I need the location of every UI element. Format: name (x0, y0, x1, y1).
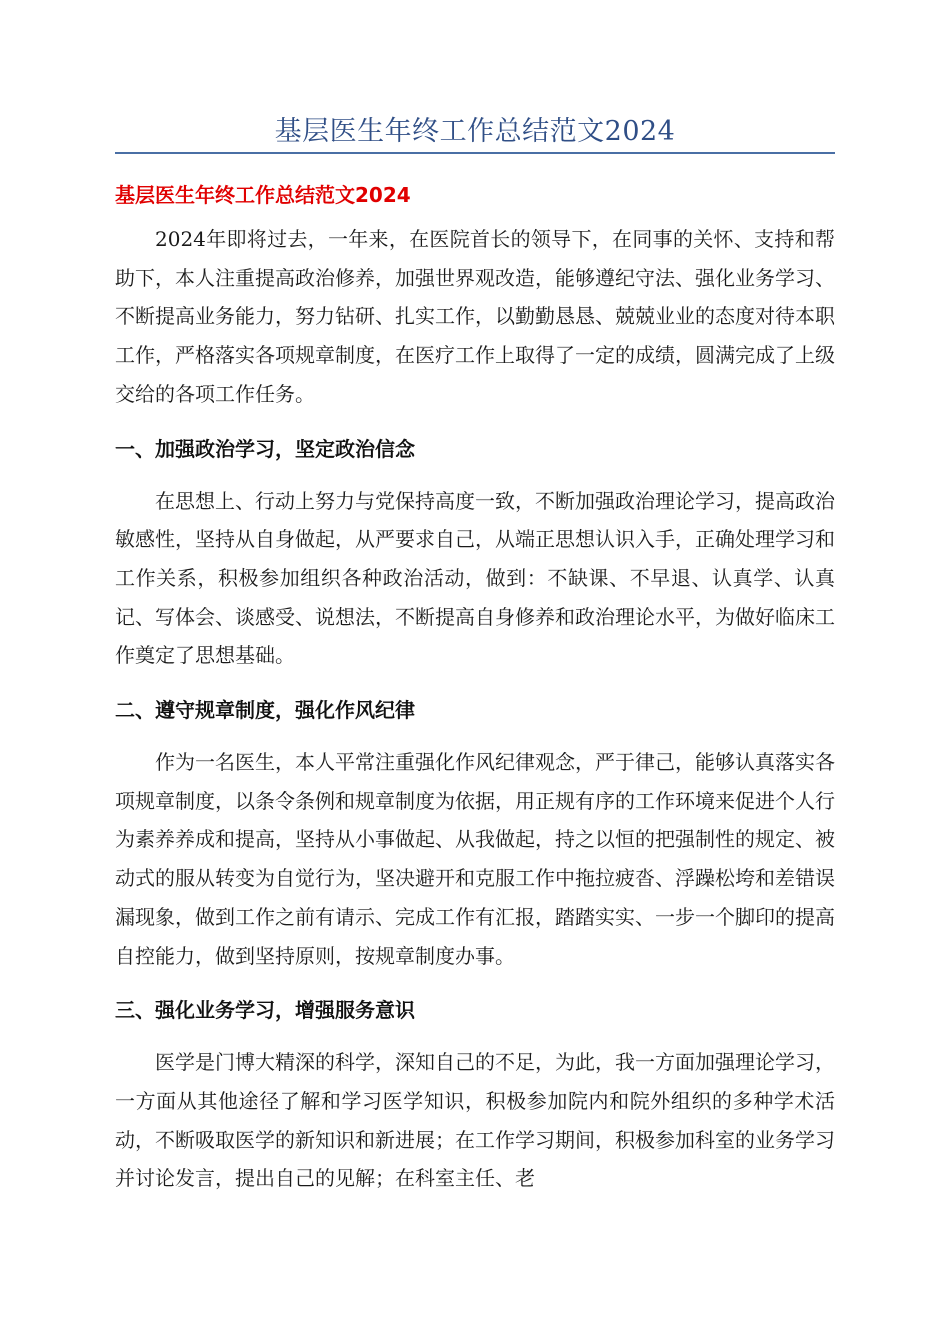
section-body-3: 医学是门博大精深的科学，深知自己的不足，为此，我一方面加强理论学习，一方面从其他途径了解和学习医学知识，积极参加院内和院外组织的多种学术活动，不断吸取医学的新知识和新进展；在工作学习期间，积极参加科室的业务学习并讨论发言，提出自己的见解；在科室主任、老 (115, 1050, 835, 1191)
title-underline (115, 152, 835, 154)
section-body-1: 在思想上、行动上努力与党保持高度一致，不断加强政治理论学习，提高政治敏感性，坚持从自身做起，从严要求自己，从端正思想认识入手，正确处理学习和工作关系，积极参加组织各种政治活动，做到：不缺课、不早退、认真学、认真记、写体会、谈感受、说想法，不断提高自身修养和政治理论水平，为做好临床工作奠定了思想基础。 (115, 488, 835, 668)
section-heading-2: 二、遵守规章制度，强化作风纪律 (115, 698, 415, 723)
document-page (115, 112, 835, 1198)
intro-paragraph: 2024年即将过去，一年来，在医院首长的领导下，在同事的关怀、支持和帮助下，本人注重提高政治修养，加强世界观改造，能够遵纪守法、强化业务学习、不断提高业务能力，努力钻研、扎实工作，以勤勤恳恳、兢兢业业的态度对待本职工作，严格落实各项规章制度，在医疗工作上取得了一定的成绩，圆满完成了上级交给的各项工作任务。 (115, 227, 835, 406)
section-body-2: 作为一名医生，本人平常注重强化作风纪律观念，严于律己，能够认真落实各项规章制度，以条令条例和规章制度为依据，用正规有序的工作环境来促进个人行为素养养成和提高，坚持从小事做起、从我做起，持之以恒的把强制性的规定、被动式的服从转变为自觉行为，坚决避开和克服工作中拖拉疲沓、浮躁松垮和差错误漏现象，做到工作之前有请示、完成工作有汇报，踏踏实实、一步一个脚印的提高自控能力，做到坚持原则，按规章制度办事。 (115, 750, 835, 968)
document-title: 基层医生年终工作总结范文2024 (274, 116, 676, 147)
section-heading-1: 一、加强政治学习，坚定政治信念 (115, 436, 415, 461)
section-heading-3: 三、强化业务学习，增强服务意识 (115, 998, 415, 1023)
document-subtitle: 基层医生年终工作总结范文2024 (115, 183, 411, 207)
